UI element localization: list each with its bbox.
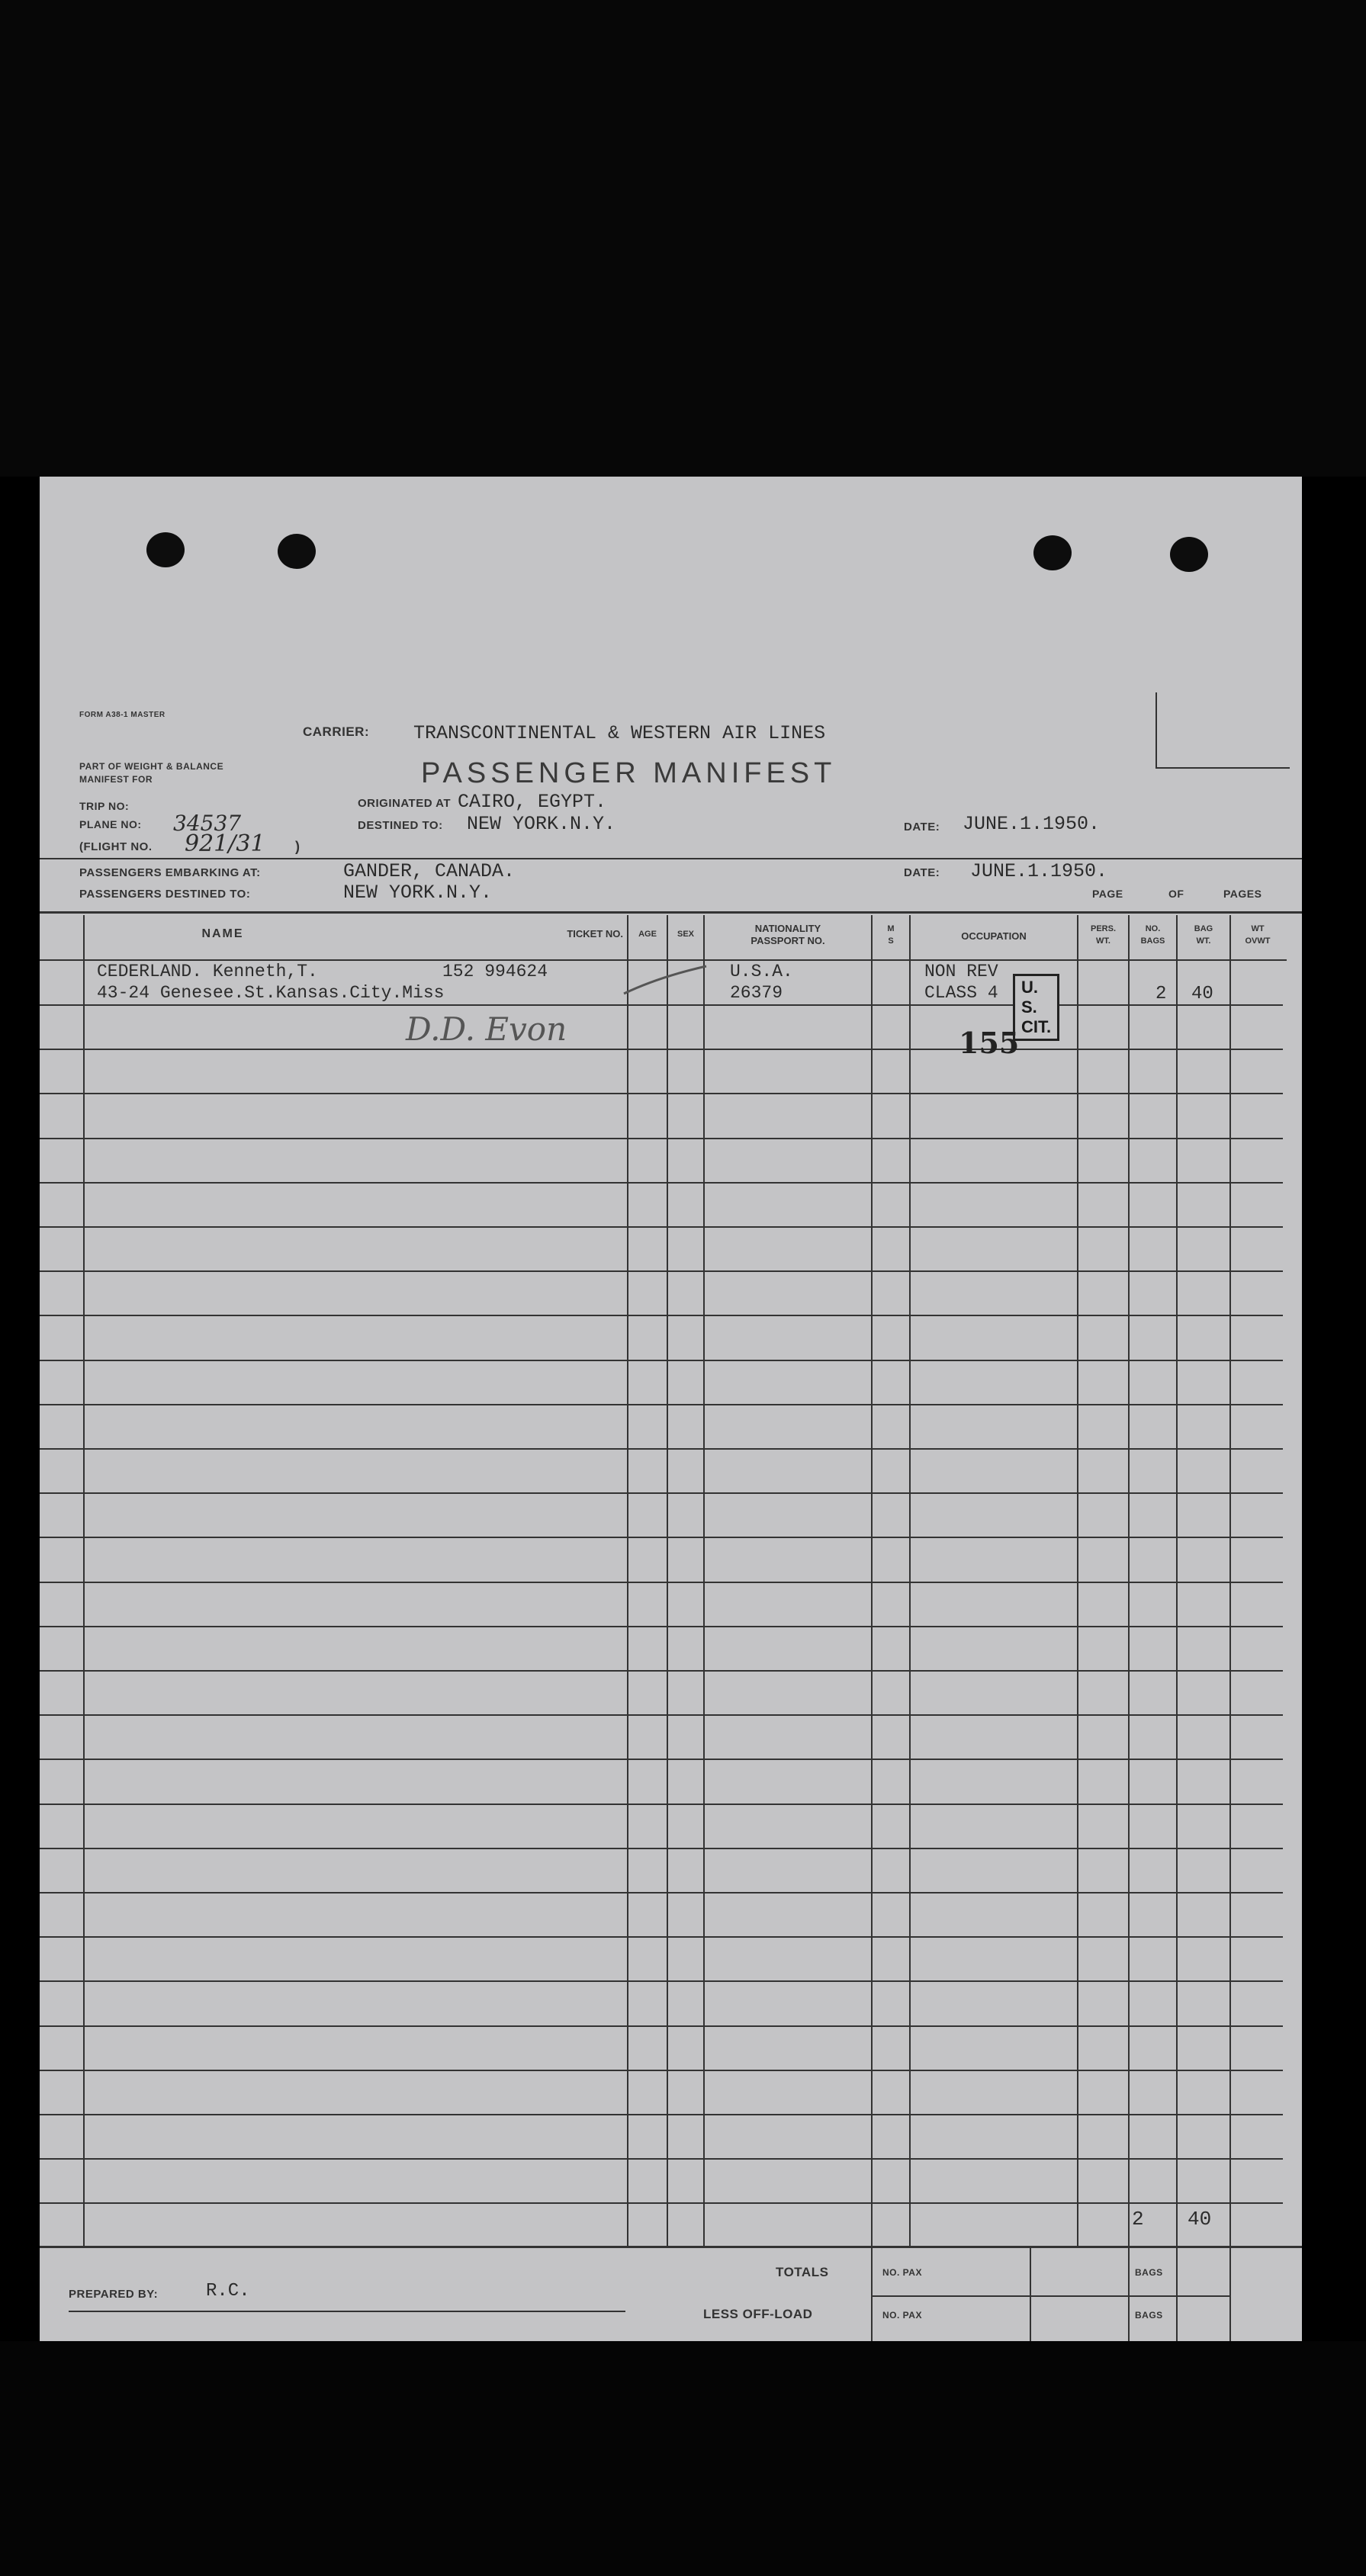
occupation-line-2: CLASS 4 — [924, 983, 998, 1003]
col-divider-age — [667, 915, 668, 2246]
table-row-line — [40, 1537, 1283, 1538]
table-row-line — [40, 1270, 1283, 1272]
col-head-nationality-2: PASSPORT NO. — [750, 935, 825, 946]
col-head-name: NAME — [201, 927, 244, 940]
col-head-pers-1: PERS. — [1090, 924, 1116, 933]
no-pax-label-1: NO. PAX — [882, 2267, 922, 2278]
table-row-line — [40, 1892, 1283, 1893]
col-divider-pers — [1128, 915, 1130, 2246]
punch-hole-4 — [1170, 537, 1208, 572]
flight-close: ) — [295, 839, 301, 854]
table-bottom-border — [40, 2246, 1302, 2248]
table-row-line — [40, 1626, 1283, 1627]
col-divider-ticket — [627, 915, 628, 2246]
table-row-line — [40, 1404, 1283, 1405]
date2-value: JUNE.1.1950. — [970, 860, 1108, 882]
film-border-bottom — [0, 2341, 1366, 2576]
no-pax-label-2: NO. PAX — [882, 2310, 922, 2321]
footer-divider-5 — [1229, 2247, 1231, 2341]
col-head-pers-2: WT. — [1096, 936, 1110, 946]
table-row-line — [40, 2202, 1283, 2204]
table-row-line — [40, 1448, 1283, 1450]
date-label: DATE: — [904, 821, 940, 834]
passenger-bag-wt: 40 — [1191, 984, 1213, 1004]
col-head-wt-1: WT — [1251, 924, 1265, 933]
table-row-line — [40, 1138, 1283, 1139]
of-label: OF — [1168, 888, 1184, 900]
part-of-label-2: MANIFEST FOR — [79, 774, 153, 785]
passenger-address: 43-24 Genesee.St.Kansas.City.Miss — [97, 983, 445, 1003]
table-row-line — [40, 2070, 1283, 2071]
header-divider-1 — [40, 858, 1302, 859]
table-row-line — [40, 1804, 1283, 1805]
col-head-occupation: OCCUPATION — [961, 930, 1027, 942]
col-head-age: AGE — [638, 930, 657, 939]
page-label: PAGE — [1092, 888, 1123, 900]
trip-label: TRIP NO: — [79, 800, 130, 812]
corner-mark-vertical — [1155, 692, 1157, 769]
bags-label-1: BAGS — [1135, 2267, 1163, 2278]
table-row-line — [40, 1315, 1283, 1316]
check-stroke — [621, 962, 712, 1000]
table-row-line — [40, 1182, 1283, 1184]
footer-divider-1 — [871, 2247, 873, 2341]
col-divider-sex — [703, 915, 705, 2246]
footer-divider-3 — [1128, 2247, 1130, 2341]
pax-destined-label: PASSENGERS DESTINED TO: — [79, 888, 251, 901]
flight-no: 921/31 — [185, 830, 265, 857]
part-of-label-1: PART OF WEIGHT & BALANCE — [79, 761, 224, 772]
table-row-line — [40, 2025, 1283, 2027]
table-row-line — [40, 2114, 1283, 2115]
prepared-by-line — [69, 2311, 625, 2312]
passenger-name: CEDERLAND. Kenneth,T. — [97, 962, 318, 981]
passenger-bags: 2 — [1155, 984, 1167, 1004]
destined-value: NEW YORK.N.Y. — [467, 813, 616, 835]
table-row-line — [40, 1670, 1283, 1672]
col-divider-ms — [909, 915, 911, 2246]
column-header-bottom — [40, 959, 1287, 961]
punch-hole-3 — [1033, 535, 1072, 570]
col-head-bags-1: NO. — [1145, 924, 1161, 933]
col-head-ms-1: M — [887, 924, 895, 933]
bags-label-2: BAGS — [1135, 2310, 1163, 2321]
col-head-bagwt-1: BAG — [1194, 924, 1213, 933]
carrier-label: CARRIER: — [303, 724, 370, 739]
col-divider-bags — [1176, 915, 1178, 2246]
embarking-value: GANDER, CANADA. — [343, 860, 516, 882]
table-row-line — [40, 2158, 1283, 2160]
table-row-line — [40, 1004, 1283, 1006]
manifest-sheet — [40, 477, 1302, 2341]
footer-divider-4 — [1176, 2247, 1178, 2341]
table-row-line — [40, 1049, 1283, 1050]
prepared-by-label: PREPARED BY: — [69, 2288, 159, 2301]
table-row-line — [40, 1226, 1283, 1228]
col-divider-nationality — [871, 915, 873, 2246]
passenger-signature: D.D. Evon — [406, 1010, 567, 1048]
table-row-line — [40, 1093, 1283, 1094]
flight-label: (FLIGHT NO. — [79, 840, 153, 853]
plane-label: PLANE NO: — [79, 818, 142, 830]
footer-mid-line — [871, 2295, 1229, 2297]
table-left-border — [83, 915, 85, 2246]
pax-destined-value: NEW YORK.N.Y. — [343, 882, 493, 904]
table-row-line — [40, 1492, 1283, 1494]
total-bags: 2 — [1132, 2208, 1144, 2231]
handwritten-number: 155 — [959, 1026, 1020, 1060]
carrier-name: TRANSCONTINENTAL & WESTERN AIR LINES — [413, 722, 826, 744]
table-row-line — [40, 1360, 1283, 1361]
page-title: PASSENGER MANIFEST — [421, 757, 837, 789]
footer-divider-2 — [1030, 2247, 1031, 2341]
col-head-ms-2: S — [888, 936, 894, 946]
table-row-line — [40, 1582, 1283, 1583]
totals-label: TOTALS — [776, 2265, 829, 2279]
corner-mark-horizontal — [1155, 767, 1290, 769]
plane-no: 34537 — [173, 811, 242, 836]
col-head-nationality-1: NATIONALITY — [754, 923, 821, 934]
destined-label: DESTINED TO: — [358, 819, 443, 832]
form-code: FORM A38-1 MASTER — [79, 711, 166, 719]
passenger-nationality: U.S.A. — [730, 962, 793, 981]
col-head-wt-2: OVWT — [1245, 936, 1271, 946]
punch-hole-1 — [146, 532, 185, 567]
pages-label: PAGES — [1223, 888, 1262, 900]
col-head-sex: SEX — [677, 930, 694, 939]
originated-label: ORIGINATED AT — [358, 797, 452, 810]
occupation-line-1: NON REV — [924, 962, 998, 981]
originated-value: CAIRO, EGYPT. — [458, 791, 607, 813]
table-row-line — [40, 1759, 1283, 1760]
col-head-ticket: TICKET NO. — [567, 928, 623, 940]
col-head-bagwt-2: WT. — [1196, 936, 1211, 946]
date2-label: DATE: — [904, 866, 940, 879]
less-offload-label: LESS OFF-LOAD — [703, 2307, 813, 2321]
table-row-line — [40, 1936, 1283, 1938]
passenger-passport: 26379 — [730, 983, 783, 1003]
citizenship-stamp: U. S. CIT. — [1013, 974, 1059, 1041]
total-bag-wt: 40 — [1188, 2208, 1212, 2231]
col-divider-occupation — [1077, 915, 1078, 2246]
table-row-line — [40, 1848, 1283, 1849]
punch-hole-2 — [278, 534, 316, 569]
passenger-ticket: 152 994624 — [442, 962, 548, 981]
header-divider-2 — [40, 911, 1302, 914]
embarking-label: PASSENGERS EMBARKING AT: — [79, 866, 261, 879]
col-divider-bagwt — [1229, 915, 1231, 2246]
prepared-by-value: R.C. — [206, 2281, 250, 2301]
date-value: JUNE.1.1950. — [963, 813, 1101, 835]
film-border-top — [0, 0, 1366, 477]
table-row-line — [40, 1980, 1283, 1982]
table-row-line — [40, 1714, 1283, 1716]
col-head-bags-2: BAGS — [1140, 936, 1165, 946]
